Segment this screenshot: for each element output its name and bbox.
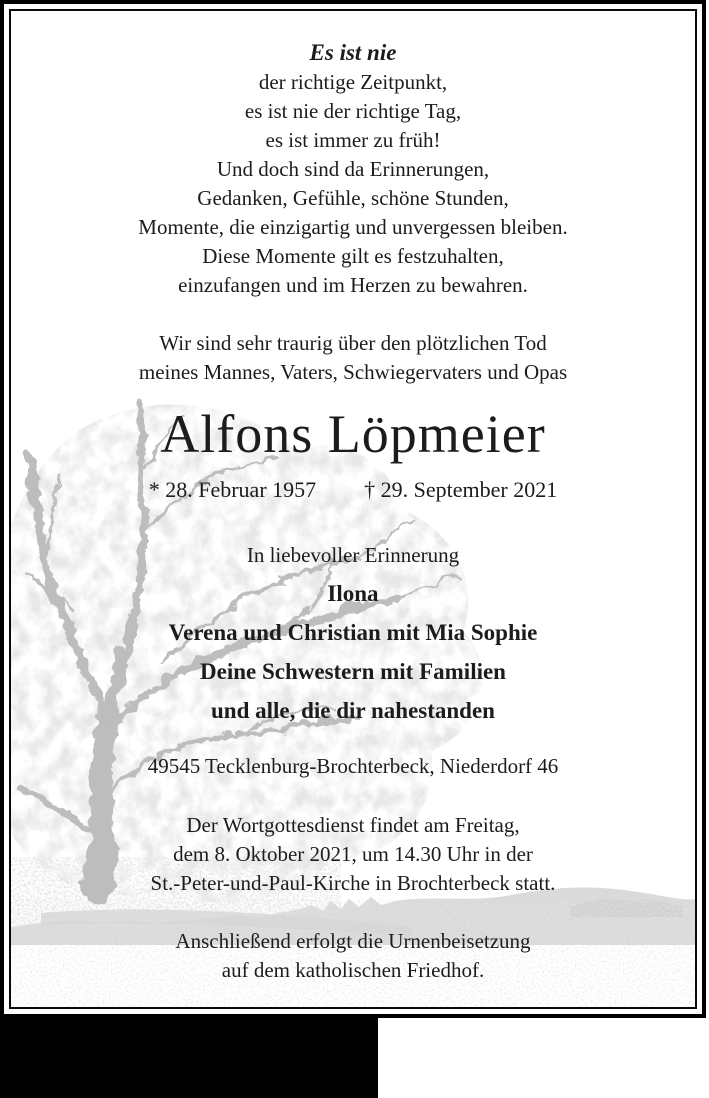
- burial-line: Anschließend erfolgt die Urnenbeisetzung: [175, 929, 531, 953]
- card-inner-frame: [9, 9, 697, 1009]
- death-date: † 29. September 2021: [364, 477, 558, 502]
- obituary-content: [11, 11, 695, 985]
- poem-line: Und doch sind da Erinnerungen,: [216, 157, 490, 181]
- mourner-line: Ilona: [327, 581, 379, 606]
- service-line: St.-Peter-und-Paul-Kirche in Brochterbeck statt.: [150, 871, 556, 895]
- mourner-line: Deine Schwestern mit Familien: [200, 659, 506, 684]
- mourner-line: Verena und Christian mit Mia Sophie: [168, 620, 538, 645]
- poem-line: es ist nie der richtige Tag,: [244, 99, 462, 123]
- birth-date: * 28. Februar 1957: [148, 477, 317, 502]
- poem-line: Gedanken, Gefühle, schöne Stunden,: [197, 186, 509, 210]
- remembrance-line: In liebevoller Erinnerung: [246, 543, 460, 567]
- poem-line: Diese Momente gilt es festzuhalten,: [202, 244, 504, 268]
- life-dates: [11, 475, 695, 505]
- poem-line: Momente, die einzigartig und unvergessen bleiben.: [138, 215, 568, 239]
- intro-line: meines Mannes, Vaters, Schwiegervaters und Opas: [138, 360, 568, 384]
- poem-line: der richtige Zeitpunkt,: [258, 70, 448, 94]
- service-info: [11, 811, 695, 898]
- intro-text: [11, 329, 695, 387]
- poem-line: einzufangen und im Herzen zu bewahren.: [178, 273, 528, 297]
- intro-line: Wir sind sehr traurig über den plötzlichen Tod: [159, 331, 547, 355]
- deceased-name: Alfons Löpmeier: [160, 404, 546, 464]
- mourner-line: und alle, die dir nahestanden: [211, 698, 495, 723]
- poem: [11, 38, 695, 300]
- address-line: 49545 Tecklenburg-Brochterbeck, Niederdorf 46: [147, 754, 559, 778]
- service-line: dem 8. Oktober 2021, um 14.30 Uhr in der: [173, 842, 533, 866]
- bottom-black-block: [0, 1018, 378, 1098]
- burial-line: auf dem katholischen Friedhof.: [221, 958, 485, 982]
- service-line: Der Wortgottesdienst findet am Freitag,: [186, 813, 520, 837]
- poem-line: es ist immer zu früh!: [265, 128, 441, 152]
- mourners-list: [11, 574, 695, 730]
- poem-title: Es ist nie: [309, 40, 397, 65]
- burial-info: [11, 927, 695, 985]
